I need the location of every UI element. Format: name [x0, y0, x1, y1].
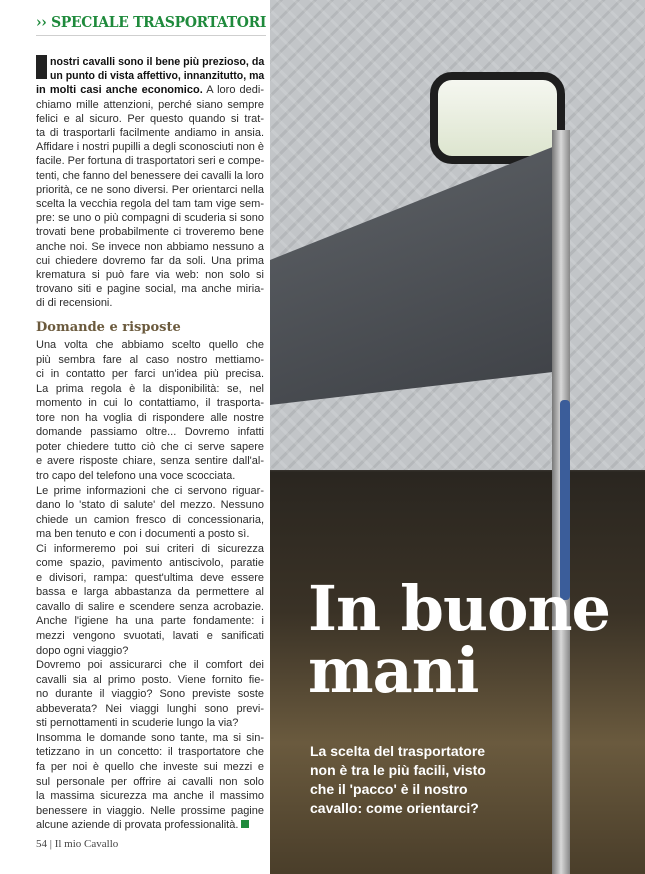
- text-line: fa per noi è quello che investe sui mezzi e: [36, 760, 264, 773]
- text-line: chiede un camion fresco di concessionaria,: [36, 513, 264, 526]
- deck-line: non è tra le più facili, visto: [310, 762, 486, 778]
- text-line: Anche l'igiene ha una parte fondamente: i: [36, 615, 264, 628]
- text-line: sul personale per offrire ai cavalli non solo: [36, 775, 264, 788]
- text-line: Affidare i nostri pupilli a degli sconosciuti non è: [36, 141, 264, 154]
- text-line: domande passiamo oltre... Dovremo infatti: [36, 426, 264, 439]
- text-line: Ci informeremo poi sui criteri di sicurezza: [36, 542, 264, 555]
- text-line: nostri cavalli sono il bene più prezioso, da: [50, 56, 265, 68]
- text-line: krematura si può fare via web: non solo si: [36, 269, 264, 281]
- text-line: tenti, che fanno del benessere dei cavalli la loro: [36, 169, 264, 182]
- text-line: e divisori, rampa: quest'ultima deve essere: [36, 571, 264, 584]
- text-line: sti pernottamenti in scuderie lungo la via?: [36, 717, 239, 730]
- text-line: benessere in viaggio. Nelle prossime pagine: [36, 804, 264, 817]
- text-line: cui chiedere dovremo far da soli. Una prima: [36, 254, 264, 267]
- text-line: no durante il viaggio? Sono previste soste: [36, 688, 264, 701]
- text-line: in molti casi anche economico. A loro dedi-: [36, 84, 264, 97]
- article-title: [308, 572, 610, 707]
- text-line: più sembra fare al caso nostro mettiamo-: [36, 353, 264, 366]
- deck-line: cavallo: come orientarci?: [310, 800, 479, 816]
- text-line: e avere risposte chiare, senza sentire dall'al-: [36, 455, 264, 468]
- text-line: Insomma le domande sono tante, ma si sin-: [36, 731, 264, 744]
- text-line: scelta la vecchia regola del tam tam vige sem-: [36, 198, 264, 210]
- text-line: dopo ogni viaggio?: [36, 644, 129, 657]
- text-line: come spazio, pavimento antiscivolo, paratie: [36, 557, 264, 570]
- text-line: dano lo 'stato di salute' del mezzo. Nessuno: [36, 499, 264, 512]
- text-line: cavallo di salire e scendere senza acrobazie.: [36, 600, 264, 613]
- text-line: Le prime informazioni che ci servono riguar-: [36, 484, 264, 497]
- text-line: alcune aziende di provata professionalità.: [36, 818, 264, 832]
- text-line: pre: se uno o più compagni di scuderia si sono: [36, 212, 264, 225]
- text-line: momento in cui lo contattiamo, il trasporta-: [36, 397, 264, 410]
- text-line: la massima sicurezza ma anche il massimo: [36, 790, 264, 803]
- end-mark: [241, 820, 249, 828]
- blue-strap: [560, 400, 570, 600]
- text-line: trovano siti e pagine social, ma anche miria-: [36, 283, 264, 296]
- text-line: tetizzano in un concetto: il trasportatore che: [36, 746, 264, 759]
- text-line: ma ben tenuto e con i documenti a posto sì.: [36, 528, 250, 541]
- text-line: abbeverata? Nei viaggi lunghi sono previ-: [36, 702, 264, 715]
- title-line: In buone: [308, 572, 610, 645]
- page-folio: 54 | Il mio Cavallo: [36, 838, 119, 850]
- text-line: di di recensioni.: [36, 297, 113, 310]
- text-line: Una volta che abbiamo scelto quello che: [36, 339, 264, 351]
- text-line: un punto di vista affettivo, innanzitutto, ma: [50, 70, 265, 83]
- article-deck: [310, 742, 486, 818]
- text-line: ta di trasportarli facilmente andiamo in ansia.: [36, 127, 264, 139]
- text-line: anche noi. Se invece non abbiamo nessuno a: [36, 240, 264, 253]
- text-line: felici e al sicuro. Per questo quando si trat-: [36, 112, 264, 125]
- title-line: mani: [308, 634, 479, 707]
- text-line: poter chiedere tutto ciò che ci serve sapere: [36, 440, 264, 453]
- text-line: mezzi vengono svuotati, lavati e sanificati: [36, 630, 264, 642]
- drop-cap-i: [36, 55, 47, 79]
- deck-line: che il 'pacco' è il nostro: [310, 781, 468, 797]
- section-kicker: ›› SPECIALE TRASPORTATORI: [36, 14, 266, 36]
- text-line: chiamo mille attenzioni, perché siano sempre: [36, 98, 264, 111]
- text-line: trovati bene probabilmente ci troveremo bene: [36, 226, 264, 239]
- subheading: Domande e risposte: [36, 320, 181, 335]
- text-line: Dovremo poi assicurarci che il comfort dei: [36, 659, 264, 672]
- horse-trailer-photo: [270, 0, 645, 874]
- text-line: ci in contatto per farci un'idea più precisa.: [36, 368, 264, 381]
- text-line: tro capo del telefono una voce scocciata.: [36, 469, 236, 482]
- text-line: facile. Per fortuna di trasportatori seri e compe-: [36, 155, 265, 168]
- text-line: cavalli sia al primo posto. Viene fornito fie-: [36, 673, 264, 686]
- text-line: bassa e larga abbastanza da permettere al: [36, 586, 264, 599]
- text-line: La prima regola è la disponibilità: se, nel: [36, 382, 264, 395]
- text-line: tore non ha voglia di rispondere alle nostre: [36, 411, 264, 424]
- text-line: priorità, ce ne sono diversi. Per orientarci nella: [36, 183, 264, 196]
- deck-line: La scelta del trasportatore: [310, 743, 486, 759]
